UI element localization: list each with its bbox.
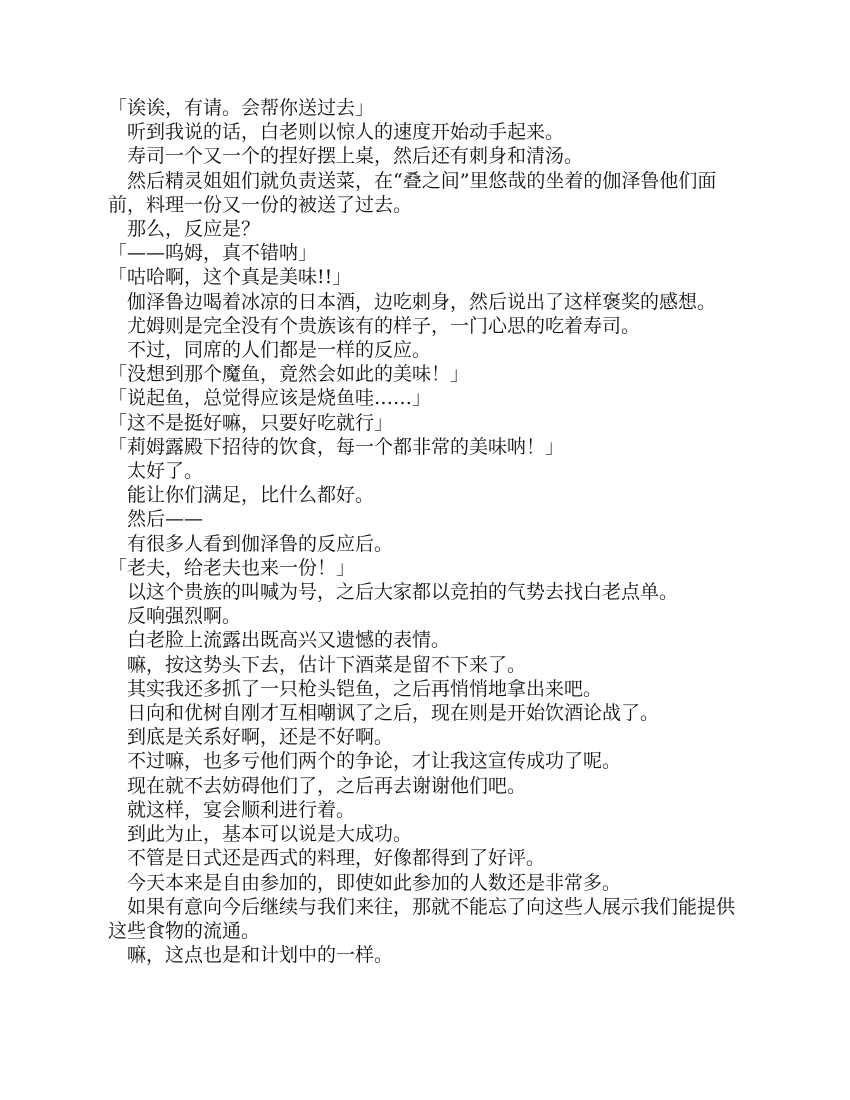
paragraph: 「咕哈啊，这个真是美味!!」 [108, 266, 352, 289]
paragraph: 以这个贵族的叫喊为号，之后大家都以竞拍的气势去找白老点单。 [108, 581, 679, 604]
paragraph: 然后精灵姐姐们就负责送菜，在“叠之间”里悠哉的坐着的伽泽鲁他们面前，料理一份又一份的被送了过去。 [108, 169, 717, 216]
paragraph: 白老脸上流露出既高兴又遗憾的表情。 [108, 629, 451, 652]
paragraph: 不过嘛，也多亏他们两个的争论，才让我这宣传成功了呢。 [108, 750, 622, 773]
paragraph: 尤姆则是完全没有个贵族该有的样子，一门心思的吃着寿司。 [108, 314, 641, 337]
paragraph: 然后—— [108, 508, 204, 531]
paragraph: 反响强烈啊。 [108, 605, 242, 628]
paragraph: 太好了。 [108, 460, 204, 483]
paragraph: 如果有意向今后继续与我们来往，那就不能忘了向这些人展示我们能提供这些食物的流通。 [108, 895, 736, 942]
paragraph: 就这样，宴会顺利进行着。 [108, 798, 356, 821]
paragraph: 「这不是挺好嘛，只要好吃就行」 [108, 411, 394, 434]
paragraph: 其实我还多抓了一只枪头铠鱼，之后再悄悄地拿出来吧。 [108, 677, 603, 700]
paragraph: 「说起鱼，总觉得应该是烧鱼哇……」 [108, 387, 432, 410]
paragraph: 听到我说的话，白老则以惊人的速度开始动手起来。 [108, 121, 565, 144]
document-body [108, 96, 750, 967]
paragraph: 伽泽鲁边喝着冰凉的日本酒，边吃刺身，然后说出了这样褒奖的感想。 [108, 290, 717, 313]
paragraph: 不过，同席的人们都是一样的反应。 [108, 339, 432, 362]
paragraph: 「老夫，给老夫也来一份！」 [108, 556, 356, 579]
paragraph: 「诶诶，有请。会帮你送过去」 [108, 97, 375, 119]
paragraph: 「莉姆露殿下招待的饮食，每一个都非常的美味呐！」 [108, 435, 565, 458]
paragraph: 「没想到那个魔鱼，竟然会如此的美味！」 [108, 363, 470, 386]
paragraph: 现在就不去妨碍他们了，之后再去谢谢他们吧。 [108, 774, 527, 797]
paragraph: 那么，反应是？ [108, 218, 261, 241]
paragraph: 今天本来是自由参加的，即使如此参加的人数还是非常多。 [108, 871, 622, 894]
paragraph: 到此为止，基本可以说是大成功。 [108, 823, 413, 846]
paragraph: 有很多人看到伽泽鲁的反应后。 [108, 532, 394, 555]
paragraph: 不管是日式还是西式的料理，好像都得到了好评。 [108, 847, 546, 870]
paragraph: 日向和优树自刚才互相嘲讽了之后，现在则是开始饮酒论战了。 [108, 702, 660, 725]
paragraph: 「——呜姆，真不错呐」 [108, 242, 318, 265]
paragraph: 嘛，按这势头下去，估计下酒菜是留不下来了。 [108, 653, 527, 676]
paragraph: 嘛，这点也是和计划中的一样。 [108, 944, 394, 967]
paragraph: 到底是关系好啊，还是不好啊。 [108, 726, 394, 749]
paragraph: 能让你们满足，比什么都好。 [108, 484, 375, 507]
paragraph: 寿司一个又一个的捏好摆上桌，然后还有刺身和清汤。 [108, 145, 584, 168]
